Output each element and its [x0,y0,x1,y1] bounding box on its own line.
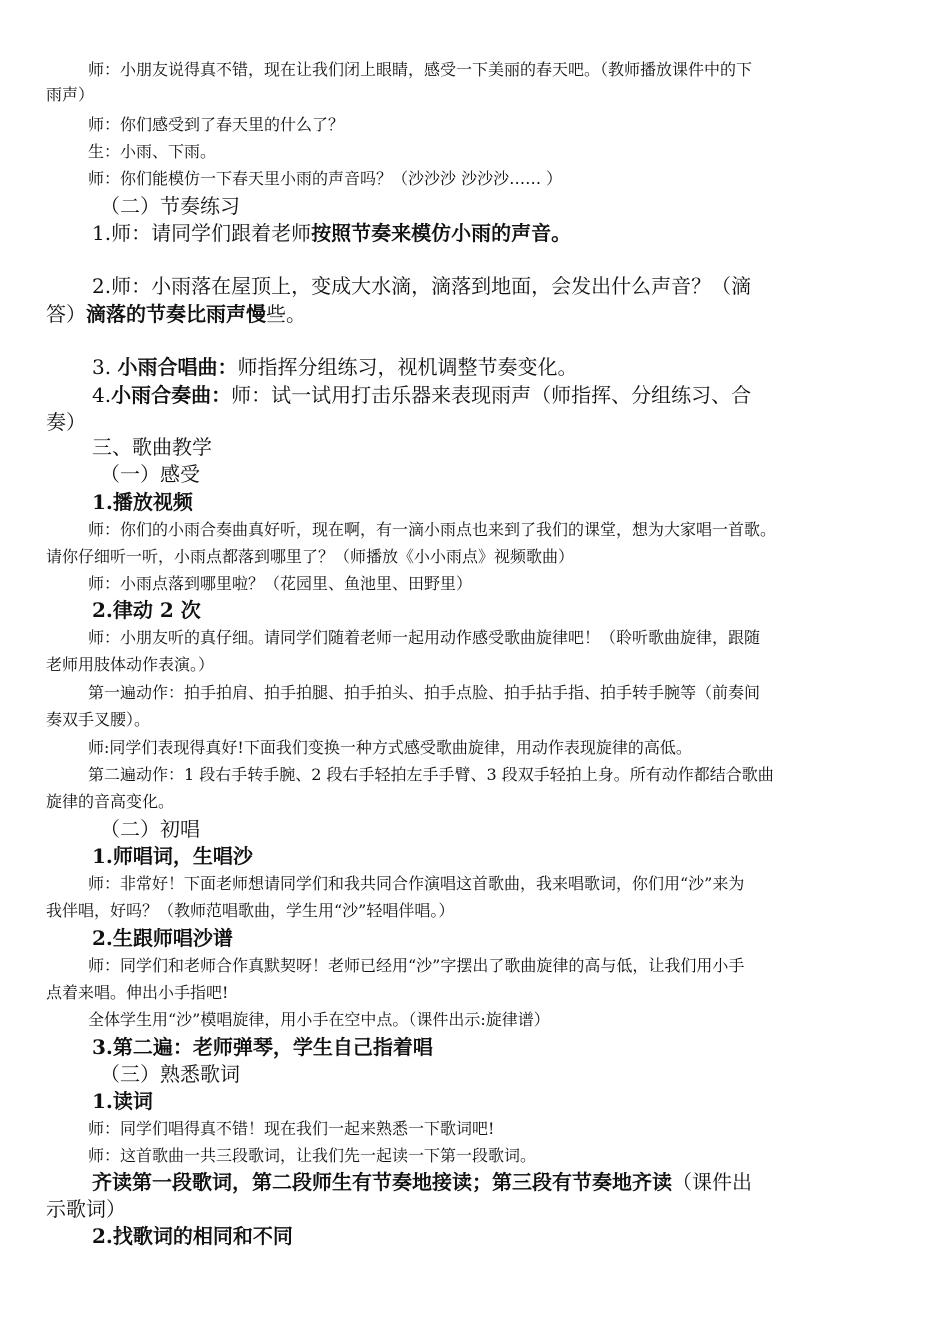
text-line: 第一遍动作：拍手拍肩、拍手拍腿、拍手拍头、拍手点脸、拍手拈手指、拍手转手腕等（前奏间 [88,683,761,702]
sub-heading: 1.读词 [92,1089,153,1113]
text-line: 师：这首歌曲一共三段歌词，让我们先一起读一下第一段歌词。 [88,1146,537,1165]
text-segment: 些。 [266,302,306,326]
sub-heading: 1.播放视频 [92,490,193,514]
text-line: 师：小雨点落到哪里啦？（花园里、鱼池里、田野里） [88,574,473,593]
text-line: 2.师：小雨落在屋顶上，变成大水滴，滴落到地面，会发出什么声音？（滴 [92,274,752,298]
sub-heading: 2.找歌词的相同和不同 [92,1224,293,1248]
text-line [92,385,751,405]
text-line: 师：同学们唱得真不错！现在我们一起来熟悉一下歌词吧! [88,1119,495,1138]
sub-heading: 3.第二遍：老师弹琴，学生自己指着唱 [92,1035,433,1059]
text-line: 师：你们感受到了春天里的什么了？ [88,115,345,134]
text-line [92,1172,752,1192]
text-line: 雨声） [46,85,95,104]
bold-segment: 小雨合奏曲： [111,383,232,407]
text-line: 旋律的音高变化。 [46,792,175,811]
sub-heading: 1.师唱词，生唱沙 [92,844,253,868]
text-line: 师：你们能模仿一下春天里小雨的声音吗？（沙沙沙 沙沙沙…… ） [88,169,563,188]
bold-segment: 小雨合唱曲： [117,355,238,379]
section-heading: （三）熟悉歌词 [100,1062,240,1086]
text-line: 第二遍动作：1 段右手转手腕、2 段右手轻拍左手手臂、3 段双手轻拍上身。所有动作都结合歌曲 [88,765,774,784]
text-line: 全体学生用“沙”模唱旋律，用小手在空中点。（课件出示:旋律谱） [88,1010,550,1029]
text-segment: 答） [46,302,86,326]
text-line: 示歌词） [46,1197,126,1221]
item-number: 3. [92,355,112,379]
section-heading: （二）节奏练习 [100,194,240,218]
text-line: 师：同学们和老师合作真默契呀！老师已经用“沙”字摆出了歌曲旋律的高与低，让我们用小手 [88,956,745,975]
text-segment: （课件出 [672,1170,752,1194]
text-line: 请你仔细听一听，小雨点都落到哪里了？（师播放《小小雨点》视频歌曲） [46,547,575,566]
section-heading: 三、歌曲教学 [92,435,212,459]
text-line: 老师用肢体动作表演。） [46,655,215,674]
text-line: 师：非常好！下面老师想请同学们和我共同合作演唱这首歌曲，我来唱歌词，你们用“沙”来为 [88,874,745,893]
section-heading: （一）感受 [100,462,200,486]
text-line: 我伴唱，好吗？（教师范唱歌曲，学生用“沙”轻唱伴唱。） [46,901,455,920]
text-line: 师:同学们表现得真好!下面我们变换一种方式感受歌曲旋律，用动作表现旋律的高低。 [88,738,692,757]
text-line: 生：小雨、下雨。 [88,142,217,161]
sub-heading: 2.律动 2 次 [92,598,201,622]
text-line: 师：你们的小雨合奏曲真好听，现在啊，有一滴小雨点也来到了我们的课堂，想为大家唱一首歌。 [88,520,777,539]
text-segment: 师：试一试用打击乐器来表现雨声（师指挥、分组练习、合 [231,383,752,407]
text-line: 师：小朋友听的真仔细。请同学们随着老师一起用动作感受歌曲旋律吧！（聆听歌曲旋律，跟随 [88,628,761,647]
text-line: 奏） [46,410,86,434]
bold-segment: 按照节奏来模仿小雨的声音。 [311,221,572,245]
bold-segment: 滴落的节奏比雨声慢 [86,302,266,326]
section-heading: （二）初唱 [100,817,200,841]
text-line [92,223,571,243]
text-line: 点着来唱。伸出小手指吧! [46,983,229,1002]
text-segment: 1.师：请同学们跟着老师 [92,221,312,245]
text-line: 师：小朋友说得真不错，现在让我们闭上眼睛，感受一下美丽的春天吧。（教师播放课件中的下 [88,60,753,79]
text-line [46,304,306,324]
sub-heading: 2.生跟师唱沙谱 [92,926,233,950]
text-line: 奏双手叉腰）。 [46,710,151,729]
item-number: 4. [92,383,112,407]
text-line [92,357,577,377]
text-segment: 师指挥分组练习，视机调整节奏变化。 [237,355,578,379]
bold-segment: 齐读第一段歌词，第二段师生有节奏地接读；第三段有节奏地齐读 [92,1170,672,1194]
